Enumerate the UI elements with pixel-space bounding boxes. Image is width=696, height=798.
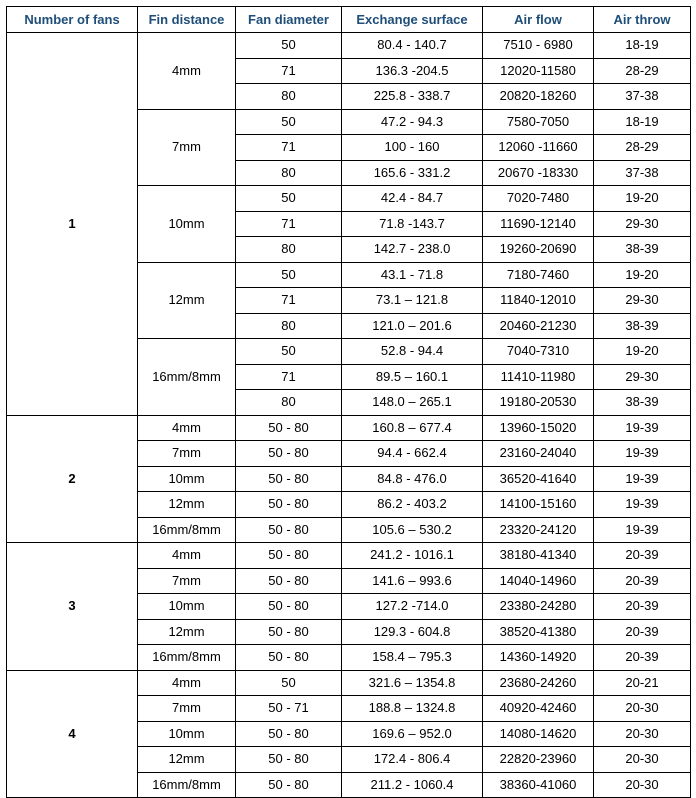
exchange-surface-cell: 129.3 - 604.8 xyxy=(342,619,483,645)
air-throw-cell: 20-30 xyxy=(594,696,691,722)
fan-diameter-cell: 80 xyxy=(236,313,342,339)
fin-distance-cell: 4mm xyxy=(138,415,236,441)
air-throw-cell: 20-30 xyxy=(594,747,691,773)
air-throw-cell: 38-39 xyxy=(594,390,691,416)
fan-diameter-cell: 50 - 80 xyxy=(236,721,342,747)
air-flow-cell: 13960-15020 xyxy=(483,415,594,441)
air-throw-cell: 19-39 xyxy=(594,492,691,518)
fan-diameter-cell: 50 - 71 xyxy=(236,696,342,722)
fan-diameter-cell: 50 xyxy=(236,339,342,365)
exchange-surface-cell: 43.1 - 71.8 xyxy=(342,262,483,288)
air-flow-cell: 20820-18260 xyxy=(483,84,594,110)
air-flow-cell: 19180-20530 xyxy=(483,390,594,416)
air-flow-cell: 7180-7460 xyxy=(483,262,594,288)
air-flow-cell: 23680-24260 xyxy=(483,670,594,696)
exchange-surface-cell: 105.6 – 530.2 xyxy=(342,517,483,543)
exchange-surface-cell: 121.0 – 201.6 xyxy=(342,313,483,339)
fin-distance-cell: 12mm xyxy=(138,492,236,518)
fan-diameter-cell: 50 - 80 xyxy=(236,517,342,543)
exchange-surface-cell: 142.7 - 238.0 xyxy=(342,237,483,263)
fan-diameter-cell: 80 xyxy=(236,160,342,186)
air-flow-cell: 14080-14620 xyxy=(483,721,594,747)
air-flow-cell: 20670 -18330 xyxy=(483,160,594,186)
air-flow-cell: 23320-24120 xyxy=(483,517,594,543)
air-flow-cell: 11840-12010 xyxy=(483,288,594,314)
fan-diameter-cell: 50 - 80 xyxy=(236,772,342,798)
air-flow-cell: 23160-24040 xyxy=(483,441,594,467)
fin-distance-cell: 7mm xyxy=(138,109,236,186)
fan-diameter-cell: 50 - 80 xyxy=(236,619,342,645)
air-throw-cell: 20-39 xyxy=(594,645,691,671)
air-throw-cell: 19-39 xyxy=(594,466,691,492)
fan-diameter-cell: 50 xyxy=(236,186,342,212)
air-throw-cell: 38-39 xyxy=(594,313,691,339)
fan-diameter-cell: 71 xyxy=(236,211,342,237)
air-flow-cell: 12020-11580 xyxy=(483,58,594,84)
header-exchange-surface: Exchange surface xyxy=(342,7,483,33)
fan-diameter-cell: 71 xyxy=(236,288,342,314)
air-flow-cell: 7040-7310 xyxy=(483,339,594,365)
exchange-surface-cell: 89.5 – 160.1 xyxy=(342,364,483,390)
exchange-surface-cell: 73.1 – 121.8 xyxy=(342,288,483,314)
air-flow-cell: 7020-7480 xyxy=(483,186,594,212)
fin-distance-cell: 4mm xyxy=(138,543,236,569)
fan-diameter-cell: 50 - 80 xyxy=(236,747,342,773)
exchange-surface-cell: 86.2 - 403.2 xyxy=(342,492,483,518)
air-throw-cell: 20-39 xyxy=(594,619,691,645)
air-flow-cell: 14040-14960 xyxy=(483,568,594,594)
number-of-fans-cell: 1 xyxy=(7,33,138,416)
exchange-surface-cell: 148.0 – 265.1 xyxy=(342,390,483,416)
number-of-fans-cell: 3 xyxy=(7,543,138,671)
table-row xyxy=(7,543,691,569)
fin-distance-cell: 4mm xyxy=(138,33,236,110)
exchange-surface-cell: 172.4 - 806.4 xyxy=(342,747,483,773)
exchange-surface-cell: 84.8 - 476.0 xyxy=(342,466,483,492)
header-number-of-fans: Number of fans xyxy=(7,7,138,33)
air-throw-cell: 19-20 xyxy=(594,186,691,212)
fin-distance-cell: 7mm xyxy=(138,568,236,594)
exchange-surface-cell: 225.8 - 338.7 xyxy=(342,84,483,110)
air-flow-cell: 7510 - 6980 xyxy=(483,33,594,59)
table-row xyxy=(7,33,691,59)
exchange-surface-cell: 158.4 – 795.3 xyxy=(342,645,483,671)
fan-diameter-cell: 50 xyxy=(236,262,342,288)
air-throw-cell: 20-30 xyxy=(594,721,691,747)
fan-diameter-cell: 50 - 80 xyxy=(236,441,342,467)
fin-distance-cell: 12mm xyxy=(138,747,236,773)
air-throw-cell: 20-39 xyxy=(594,594,691,620)
exchange-surface-cell: 188.8 – 1324.8 xyxy=(342,696,483,722)
exchange-surface-cell: 127.2 -714.0 xyxy=(342,594,483,620)
air-flow-cell: 23380-24280 xyxy=(483,594,594,620)
number-of-fans-cell: 2 xyxy=(7,415,138,543)
fin-distance-cell: 12mm xyxy=(138,262,236,339)
exchange-surface-cell: 160.8 – 677.4 xyxy=(342,415,483,441)
exchange-surface-cell: 211.2 - 1060.4 xyxy=(342,772,483,798)
fan-diameter-cell: 50 xyxy=(236,33,342,59)
air-flow-cell: 38180-41340 xyxy=(483,543,594,569)
header-fin-distance: Fin distance xyxy=(138,7,236,33)
air-throw-cell: 20-39 xyxy=(594,543,691,569)
air-throw-cell: 20-21 xyxy=(594,670,691,696)
exchange-surface-cell: 169.6 – 952.0 xyxy=(342,721,483,747)
air-flow-cell: 14360-14920 xyxy=(483,645,594,671)
air-throw-cell: 38-39 xyxy=(594,237,691,263)
air-flow-cell: 40920-42460 xyxy=(483,696,594,722)
air-flow-cell: 36520-41640 xyxy=(483,466,594,492)
air-flow-cell: 38360-41060 xyxy=(483,772,594,798)
exchange-surface-cell: 321.6 – 1354.8 xyxy=(342,670,483,696)
header-fan-diameter: Fan diameter xyxy=(236,7,342,33)
air-flow-cell: 19260-20690 xyxy=(483,237,594,263)
air-throw-cell: 19-20 xyxy=(594,339,691,365)
exchange-surface-cell: 100 - 160 xyxy=(342,135,483,161)
fan-diameter-cell: 50 - 80 xyxy=(236,492,342,518)
fan-diameter-cell: 50 - 80 xyxy=(236,466,342,492)
fan-diameter-cell: 50 - 80 xyxy=(236,594,342,620)
air-flow-cell: 11410-11980 xyxy=(483,364,594,390)
exchange-surface-cell: 241.2 - 1016.1 xyxy=(342,543,483,569)
fan-diameter-cell: 50 xyxy=(236,109,342,135)
fan-diameter-cell: 50 - 80 xyxy=(236,415,342,441)
air-throw-cell: 19-39 xyxy=(594,415,691,441)
fin-distance-cell: 7mm xyxy=(138,441,236,467)
air-throw-cell: 29-30 xyxy=(594,288,691,314)
air-flow-cell: 12060 -11660 xyxy=(483,135,594,161)
table-row xyxy=(7,670,691,696)
air-throw-cell: 18-19 xyxy=(594,109,691,135)
air-throw-cell: 29-30 xyxy=(594,364,691,390)
fan-diameter-cell: 80 xyxy=(236,237,342,263)
air-throw-cell: 19-39 xyxy=(594,441,691,467)
fan-diameter-cell: 71 xyxy=(236,364,342,390)
exchange-surface-cell: 71.8 -143.7 xyxy=(342,211,483,237)
exchange-surface-cell: 94.4 - 662.4 xyxy=(342,441,483,467)
fan-diameter-cell: 80 xyxy=(236,390,342,416)
air-flow-cell: 38520-41380 xyxy=(483,619,594,645)
fan-diameter-cell: 50 - 80 xyxy=(236,568,342,594)
air-throw-cell: 29-30 xyxy=(594,211,691,237)
header-air-flow: Air flow xyxy=(483,7,594,33)
fin-distance-cell: 10mm xyxy=(138,721,236,747)
exchange-surface-cell: 52.8 - 94.4 xyxy=(342,339,483,365)
fan-diameter-cell: 50 xyxy=(236,670,342,696)
fan-diameter-cell: 80 xyxy=(236,84,342,110)
air-throw-cell: 28-29 xyxy=(594,135,691,161)
fin-distance-cell: 12mm xyxy=(138,619,236,645)
fan-diameter-cell: 50 - 80 xyxy=(236,645,342,671)
exchange-surface-cell: 47.2 - 94.3 xyxy=(342,109,483,135)
fan-specification-table xyxy=(6,6,691,798)
air-throw-cell: 19-39 xyxy=(594,517,691,543)
fin-distance-cell: 16mm/8mm xyxy=(138,339,236,416)
fin-distance-cell: 16mm/8mm xyxy=(138,772,236,798)
fin-distance-cell: 4mm xyxy=(138,670,236,696)
fin-distance-cell: 10mm xyxy=(138,186,236,263)
exchange-surface-cell: 136.3 -204.5 xyxy=(342,58,483,84)
air-throw-cell: 37-38 xyxy=(594,160,691,186)
fin-distance-cell: 10mm xyxy=(138,594,236,620)
table-body xyxy=(7,33,691,798)
fin-distance-cell: 7mm xyxy=(138,696,236,722)
air-flow-cell: 22820-23960 xyxy=(483,747,594,773)
fin-distance-cell: 10mm xyxy=(138,466,236,492)
fin-distance-cell: 16mm/8mm xyxy=(138,645,236,671)
air-throw-cell: 28-29 xyxy=(594,58,691,84)
exchange-surface-cell: 42.4 - 84.7 xyxy=(342,186,483,212)
air-throw-cell: 20-39 xyxy=(594,568,691,594)
fan-diameter-cell: 71 xyxy=(236,135,342,161)
air-throw-cell: 20-30 xyxy=(594,772,691,798)
air-flow-cell: 11690-12140 xyxy=(483,211,594,237)
fin-distance-cell: 16mm/8mm xyxy=(138,517,236,543)
air-flow-cell: 14100-15160 xyxy=(483,492,594,518)
exchange-surface-cell: 165.6 - 331.2 xyxy=(342,160,483,186)
fan-diameter-cell: 71 xyxy=(236,58,342,84)
exchange-surface-cell: 80.4 - 140.7 xyxy=(342,33,483,59)
air-flow-cell: 7580-7050 xyxy=(483,109,594,135)
air-throw-cell: 19-20 xyxy=(594,262,691,288)
air-throw-cell: 18-19 xyxy=(594,33,691,59)
number-of-fans-cell: 4 xyxy=(7,670,138,798)
exchange-surface-cell: 141.6 – 993.6 xyxy=(342,568,483,594)
table-row xyxy=(7,415,691,441)
air-throw-cell: 37-38 xyxy=(594,84,691,110)
fan-diameter-cell: 50 - 80 xyxy=(236,543,342,569)
header-air-throw: Air throw xyxy=(594,7,691,33)
air-flow-cell: 20460-21230 xyxy=(483,313,594,339)
header-row xyxy=(7,7,691,33)
